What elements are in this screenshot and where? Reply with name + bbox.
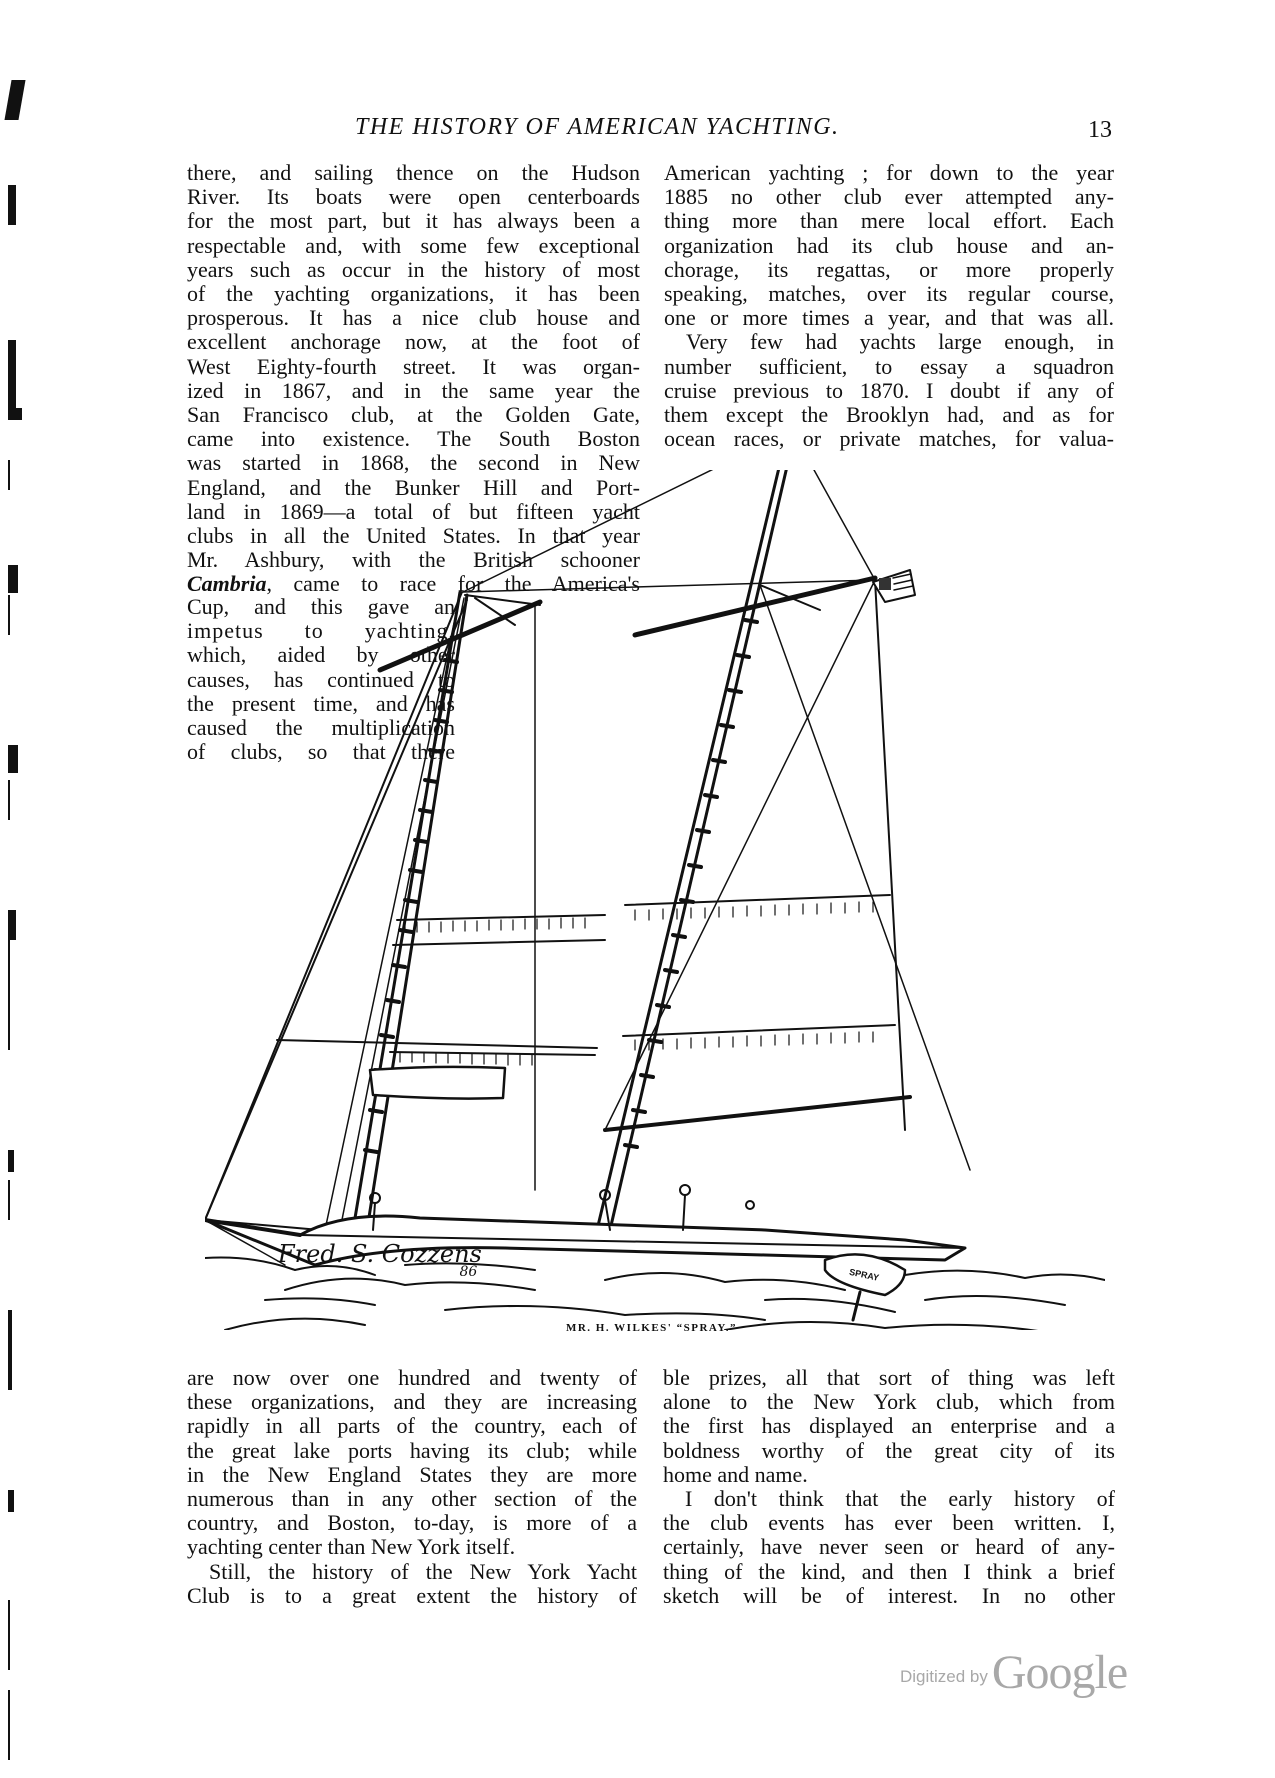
foremast: [353, 592, 467, 1230]
text-line: the first has displayed an enterprise and a: [663, 1413, 1115, 1439]
text-line: the present time, and has: [187, 690, 455, 716]
signature-text: Fred. S. Cozzens: [278, 1240, 482, 1268]
text-line: prosperous. It has a nice club house and: [187, 305, 640, 331]
text-line: thing of the kind, and then I think a brief: [663, 1558, 1115, 1584]
text-line: Mr. Ashbury, with the British schooner: [187, 547, 640, 573]
text-line: ocean races, or private matches, for valua-: [664, 426, 1114, 452]
text-line: number sufficient, to essay a squadron: [664, 353, 1114, 379]
text-line: speaking, matches, over its regular course,: [664, 281, 1114, 307]
text-line: 1885 no other club ever attempted any-: [664, 184, 1114, 210]
text-line: alone to the New York club, which from: [663, 1389, 1115, 1415]
text-line: was started in 1868, the second in New: [187, 450, 640, 476]
text-fragment: , came to race for the America's: [266, 571, 640, 597]
text-line: sketch will be of interest. In no other: [663, 1582, 1115, 1608]
forestay: [205, 592, 462, 1220]
text-line: certainly, have never seen or heard of any-: [663, 1534, 1115, 1560]
text-line: land in 1869—a total of but fifteen yacht: [187, 498, 640, 524]
text-line: Club is to a great extent the history of: [187, 1582, 637, 1608]
artist-signature: [278, 1240, 507, 1280]
text-line: organization had its club house and an-: [664, 232, 1114, 258]
text-column-bottom-right: [663, 1366, 1115, 1608]
caption-text: MR. H. WILKES' “SPRAY.”: [565, 1322, 738, 1334]
text-line: respectable and, with some few exceptional: [187, 232, 640, 258]
text-line: the great lake ports having its club; while: [187, 1437, 637, 1463]
text-line: of clubs, so that there: [187, 739, 455, 765]
page-number: 13: [1088, 117, 1112, 143]
text-line: I don't think that the early history of: [685, 1486, 1115, 1512]
watermark-logo: Google: [991, 1646, 1128, 1699]
text-line: Very few had yachts large enough, in: [686, 329, 1114, 355]
text-line: clubs in all the United States. In that year: [187, 523, 640, 549]
text-line: them except the Brooklyn had, and as for: [664, 402, 1114, 428]
jib-luff: [205, 600, 467, 1220]
text-line: ized in 1867, and in the same year the: [187, 377, 640, 403]
text-line: American yachting ; for down to the year: [664, 160, 1114, 185]
spring-stay: [463, 470, 793, 592]
text-line: these organizations, and they are increasing: [187, 1389, 637, 1415]
text-line: of the yachting organizations, it has been: [187, 281, 640, 307]
text-line: River. Its boats were open centerboards: [187, 184, 640, 210]
text-line: ble prizes, all that sort of thing was left: [663, 1365, 1115, 1390]
text-line: impetus to yachting,: [187, 618, 455, 644]
dinghy: [370, 1067, 505, 1099]
text-line: one or more times a year, and that was all.: [664, 305, 1114, 331]
text-line: country, and Boston, to-day, is more of a: [187, 1510, 637, 1536]
running-head-title: THE HISTORY OF AMERICAN YACHTING.: [355, 114, 840, 140]
main-boom: [605, 1097, 910, 1130]
digitized-watermark: [900, 1645, 1127, 1700]
signature-year: 86: [459, 1264, 478, 1280]
text-line: rapidly in all parts of the country, each of: [187, 1413, 637, 1439]
text-line: home and name.: [663, 1461, 808, 1487]
text-line: boldness worthy of the great city of its: [663, 1437, 1115, 1463]
watermark-prefix: Digitized by: [900, 1667, 988, 1686]
text-line: chorage, its regattas, or more properly: [664, 256, 1114, 282]
mainmast: [597, 470, 795, 1230]
flag-icon: [873, 570, 915, 602]
text-line: years such as occur in the history of most: [187, 256, 640, 282]
text-column-bottom-left: [187, 1366, 637, 1608]
text-column-top-right: [664, 161, 1114, 451]
text-line: came into existence. The South Boston: [187, 426, 640, 452]
text-line: for the most part, but it has always been a: [187, 208, 640, 234]
text-line: which, aided by other: [187, 642, 455, 668]
text-line: Still, the history of the New York Yacht: [209, 1558, 637, 1584]
figure-caption: [0, 1322, 1275, 1334]
main-reef-band: [623, 895, 895, 1036]
stern-name: SPRAY: [848, 1266, 880, 1283]
text-line: excellent anchorage now, at the foot of: [187, 329, 640, 355]
text-line: causes, has continued to: [187, 666, 455, 692]
text-line: England, and the Bunker Hill and Port-: [187, 474, 640, 500]
text-line: numerous than in any other section of the: [187, 1486, 637, 1512]
text-line: in the New England States they are more: [187, 1461, 637, 1487]
text-line: thing more than mere local effort. Each: [664, 208, 1114, 234]
fore-gaff: [380, 602, 540, 670]
text-line: are now over one hundred and twenty of: [187, 1365, 637, 1390]
text-line: yachting center than New York itself.: [187, 1534, 516, 1560]
text-line: West Eighty-fourth street. It was organ-: [187, 353, 640, 379]
text-line: there, and sailing thence on the Hudson: [187, 160, 640, 185]
text-line: cruise previous to 1870. I doubt if any of: [664, 377, 1114, 403]
text-line: San Francisco club, at the Golden Gate,: [187, 402, 640, 428]
text-line: the club events has ever been written. I,: [663, 1510, 1115, 1536]
sea-waves: [205, 1258, 1105, 1330]
text-line: Cup, and this gave an: [187, 594, 455, 619]
main-leech: [875, 580, 905, 1130]
ship-name-italic: Cambria: [187, 571, 267, 597]
schooner-illustration: [205, 470, 1105, 1330]
text-line: caused the multiplication: [187, 715, 455, 741]
